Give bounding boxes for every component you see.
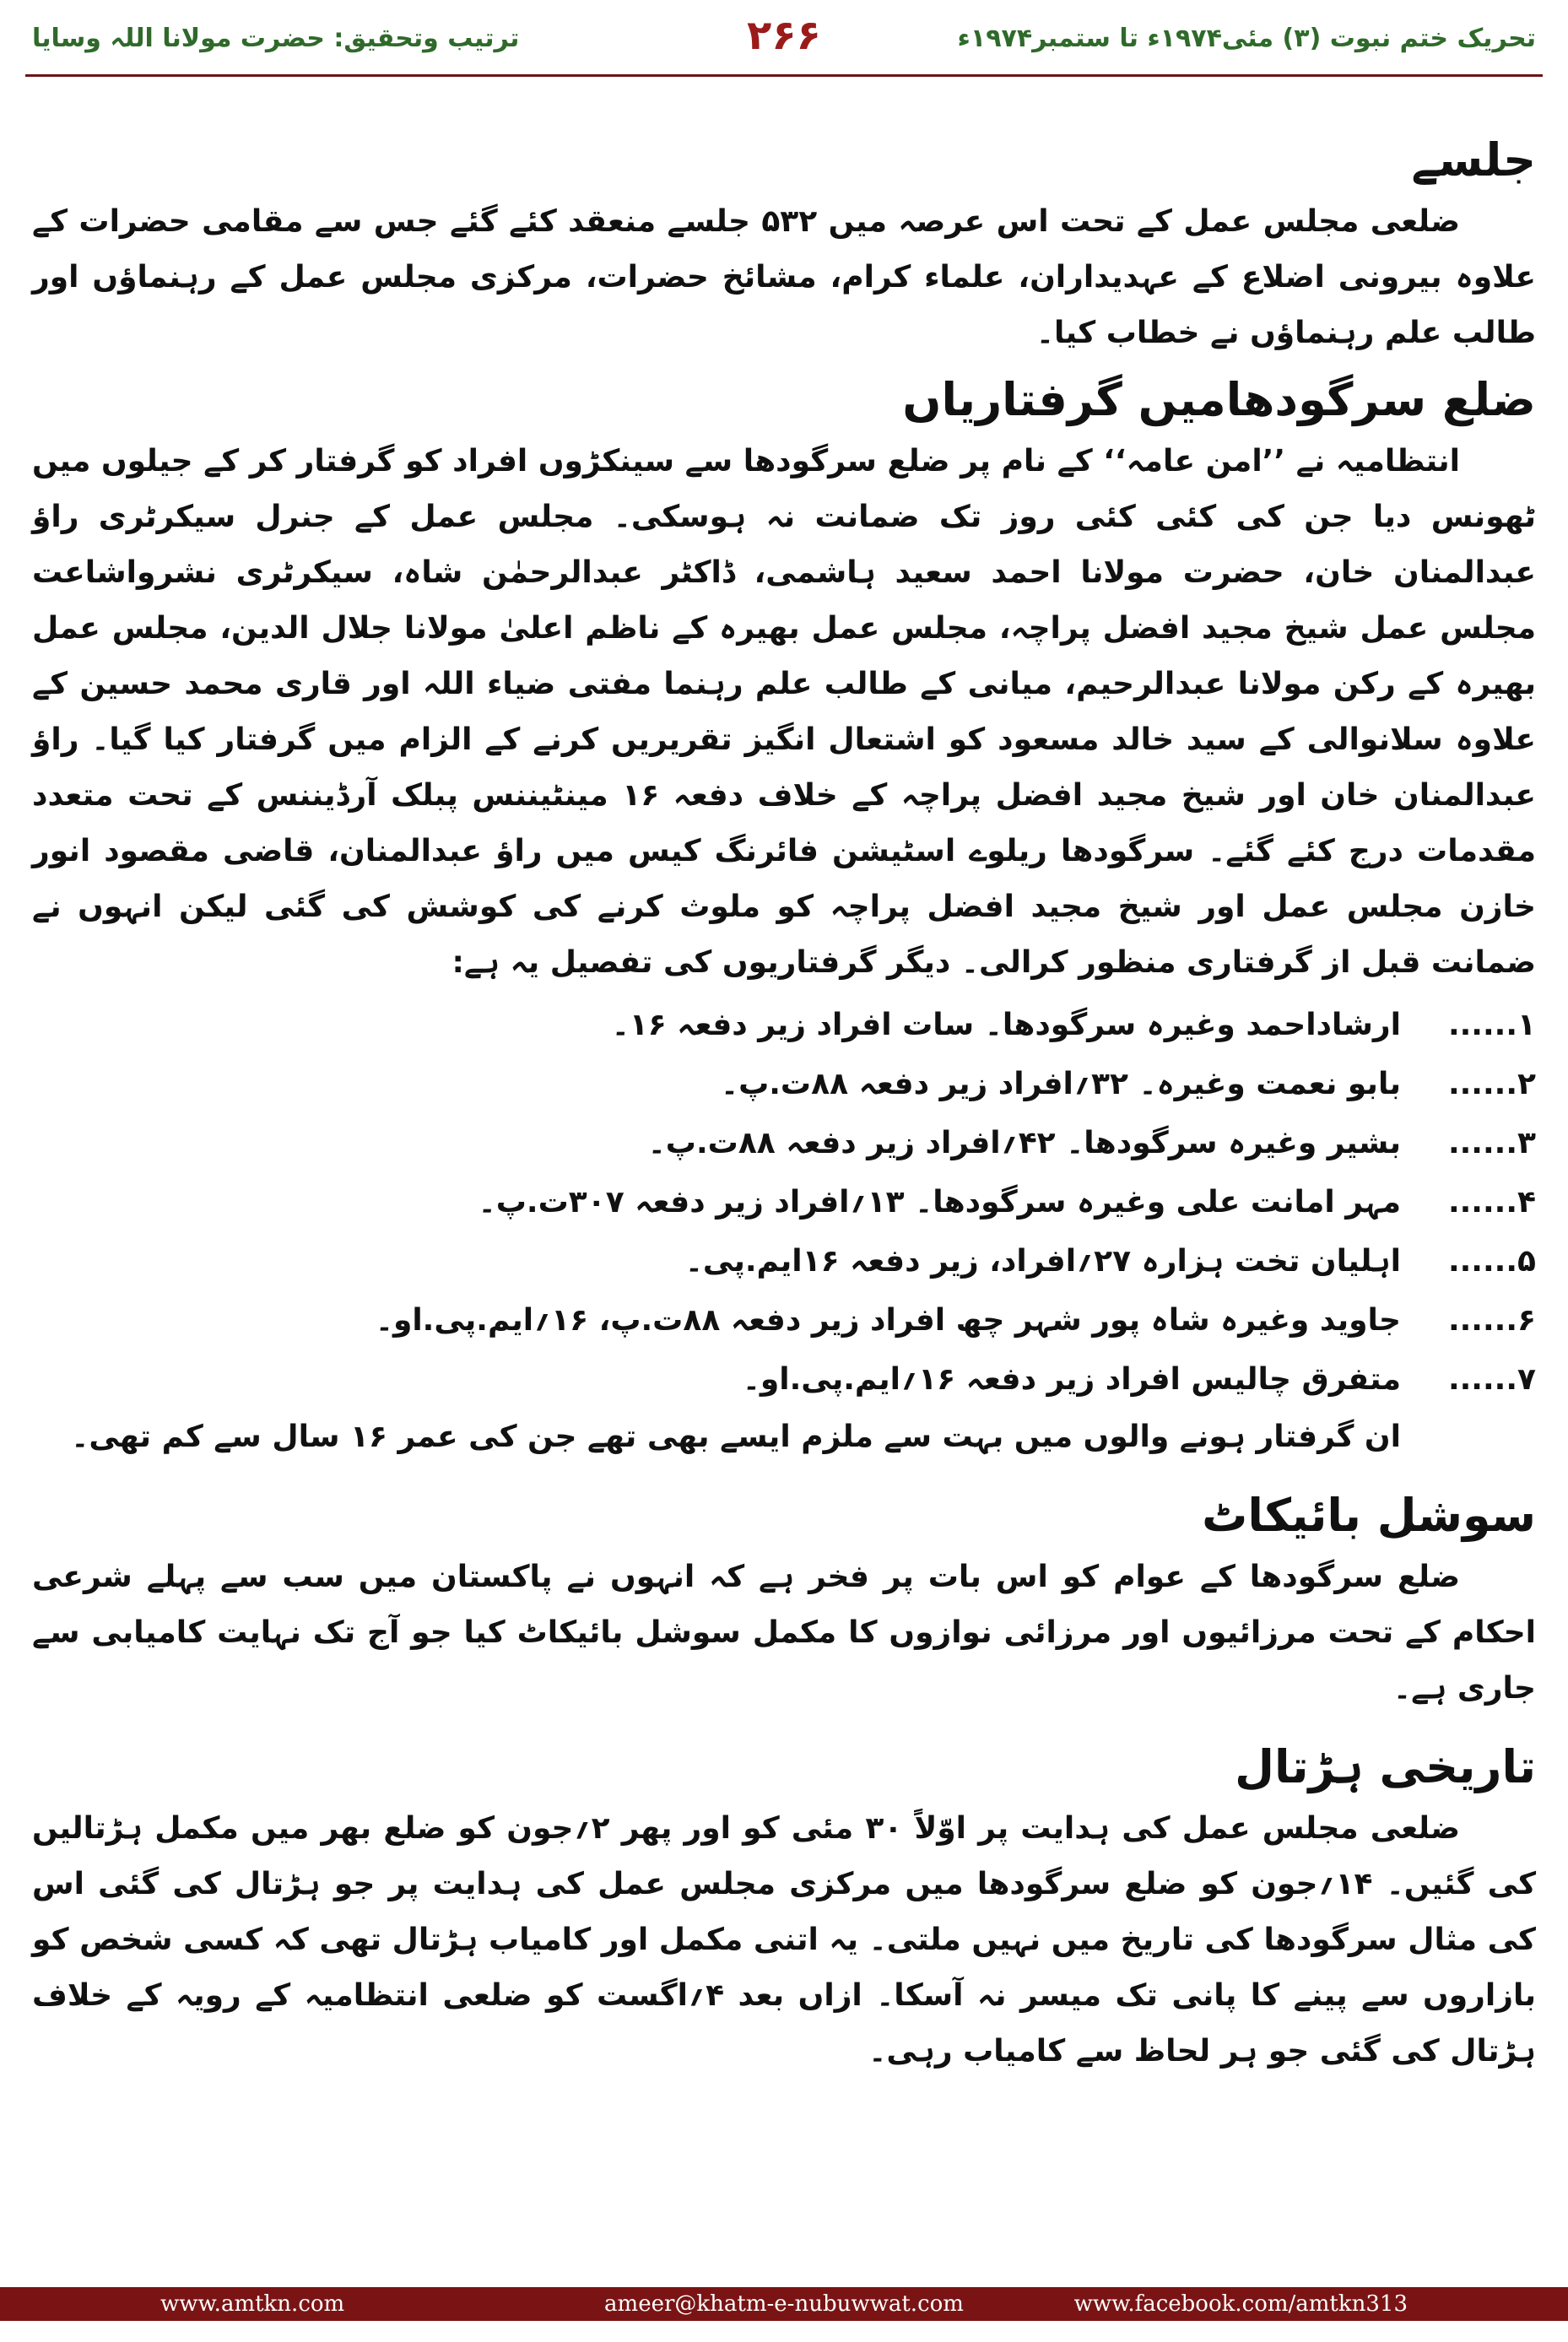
list-item-text: ارشاداحمد وغیرہ سرگودھا۔ سات افراد زیر دفعہ ۱۶۔ <box>611 1008 1401 1042</box>
list-item-number: ۱...... <box>1447 1008 1536 1042</box>
list-item-number: ۲...... <box>1447 1067 1536 1101</box>
page-number: ۲۶۶ <box>747 12 821 59</box>
footer-website-link[interactable]: www.amtkn.com <box>160 2291 345 2317</box>
footer-facebook-link[interactable]: www.facebook.com/amtkn313 <box>1073 2291 1408 2317</box>
arrest-list <box>32 996 1536 1409</box>
list-item <box>32 1114 1536 1173</box>
list-item <box>32 996 1536 1055</box>
section-heading-arrests: ضلع سرگودھامیں گرفتاریاں <box>902 373 1536 426</box>
footer-email-link[interactable]: ameer@khatm-e-nubuwwat.com <box>604 2291 964 2317</box>
list-item-text: جاوید وغیرہ شاہ پور شہر چھ افراد زیر دفعہ ۸۸ت.پ، ۱۶؍ایم.پی.او۔ <box>375 1303 1401 1338</box>
paragraph-boycott: ضلع سرگودھا کے عوام کو اس بات پر فخر ہے کہ انہوں نے پاکستان میں سب سے پہلے شرعی احکام کے تحت مرزائیوں اور مرزائی نوازوں کا مکمل سوشل بائیکاٹ کیا جو آج تک نہایت کامیابی سے جاری ہے۔ <box>32 1560 1536 1706</box>
section-heading-strike: تاریخی ہڑتال <box>1235 1740 1536 1793</box>
page-body <box>32 127 1536 2080</box>
book-title: تحریک ختم نبوت (۳) مئی۱۹۷۴ء تا ستمبر۱۹۷۴ء <box>957 24 1536 53</box>
list-item-text: مہر امانت علی وغیرہ سرگودھا۔ ۱۳؍افراد زیر دفعہ ۳۰۷ت.پ۔ <box>478 1185 1401 1220</box>
list-item <box>32 1291 1536 1350</box>
paragraph-arrests: انتظامیہ نے ’’امن عامہ‘‘ کے نام پر ضلع سرگودھا سے سینکڑوں افراد کو گرفتار کر کے جیلوں میں ٹھونس دیا جن کی کئی کئی روز تک ضمانت نہ ہوسکی۔ مجلس عمل کے جنرل سیکرٹری راؤ عبدالمنان خان، حضرت مولانا احمد سعید ہاشمی، ڈاکٹر عبدالرحمٰن شاہ، سیکرٹری نشرواشاعت مجلس عمل شیخ مجید افضل پراچہ، مجلس عمل بھیرہ کے ناظم اعلیٰ مولانا جلال الدین، مجلس عمل بھیرہ کے رکن مولانا عبدالرحیم، میانی کے طالب علم رہنما مفتی ضیاء اللہ اور قاری محمد حسین کے علاوہ سلانوالی کے سید خالد مسعود کو اشتعال انگیز تقریریں کرنے کے الزام میں گرفتار کیا گیا۔ راؤ عبدالمنان خان اور شیخ مجید افضل پراچہ کے خلاف دفعہ ۱۶ مینٹیننس پبلک آرڈیننس کے تحت متعدد مقدمات درج کئے گئے۔ سرگودھا ریلوے اسٹیشن فائرنگ کیس میں راؤ عبدالمنان، قاضی مقصود انور خازن مجلس عمل اور شیخ مجید افضل پراچہ کو ملوث کرنے کی کوشش کی گئی لیکن انہوں نے ضمانت قبل از گرفتاری منظور کرالی۔ دیگر گرفتاریوں کی تفصیل یہ ہے: <box>32 444 1537 980</box>
compiler-credit: ترتیب وتحقیق: حضرت مولانا اللہ وسایا <box>32 24 520 53</box>
page-header <box>0 0 1568 78</box>
list-item-number: ۳...... <box>1447 1126 1536 1160</box>
section-heading-jalse: جلسے <box>1411 133 1536 187</box>
list-item-text: بابو نعمت وغیرہ۔ ۳۲؍افراد زیر دفعہ ۸۸ت.پ۔ <box>720 1067 1401 1101</box>
list-item-number: ۶...... <box>1447 1303 1536 1338</box>
header-divider <box>25 74 1543 77</box>
list-item <box>32 1055 1536 1114</box>
list-item-number: ۵...... <box>1447 1244 1536 1279</box>
list-item <box>32 1173 1536 1232</box>
list-item-text: متفرق چالیس افراد زیر دفعہ ۱۶؍ایم.پی.او۔ <box>742 1362 1401 1397</box>
list-item-text: بشیر وغیرہ سرگودھا۔ ۴۲؍افراد زیر دفعہ ۸۸ت.پ۔ <box>647 1126 1401 1160</box>
list-item <box>32 1350 1536 1409</box>
page-footer <box>0 2287 1568 2321</box>
section-heading-boycott: سوشل بائیکاٹ <box>1202 1489 1536 1542</box>
paragraph-jalse: ضلعی مجلس عمل کے تحت اس عرصہ میں ۵۳۲ جلسے منعقد کئے گئے جس سے مقامی حضرات کے علاوہ بیرونی اضلاع کے عہدیداران، علماء کرام، مشائخ حضرات، مرکزی مجلس عمل کے رہنماؤں اور طالب علم رہنماؤں نے خطاب کیا۔ <box>32 204 1536 350</box>
list-item-number: ۷...... <box>1447 1362 1536 1397</box>
paragraph-strike: ضلعی مجلس عمل کی ہدایت پر اوّلاً ۳۰ مئی کو اور پھر ۲؍جون کو ضلع بھر میں مکمل ہڑتالیں کی گئیں۔ ۱۴؍جون کو ضلع سرگودھا میں مرکزی مجلس عمل کی ہدایت پر جو ہڑتال کی گئی اس کی مثال سرگودھا کی تاریخ میں نہیں ملتی۔ یہ اتنی مکمل اور کامیاب ہڑتال تھی کہ کسی شخص کو بازاروں سے پینے کا پانی تک میسر نہ آسکا۔ ازاں بعد ۴؍اگست کو ضلعی انتظامیہ کے رویہ کے خلاف ہڑتال کی گئی جو ہر لحاظ سے کامیاب رہی۔ <box>32 1811 1537 2069</box>
list-item-number: ۴...... <box>1447 1185 1536 1220</box>
list-item <box>32 1232 1536 1291</box>
arrests-closing-note: ان گرفتار ہونے والوں میں بہت سے ملزم ایسے بھی تھے جن کی عمر ۱۶ سال سے کم تھی۔ <box>71 1420 1401 1454</box>
list-item-text: اہلیان تخت ہزارہ ۲۷؍افراد، زیر دفعہ ۱۶ایم.پی۔ <box>684 1244 1401 1279</box>
